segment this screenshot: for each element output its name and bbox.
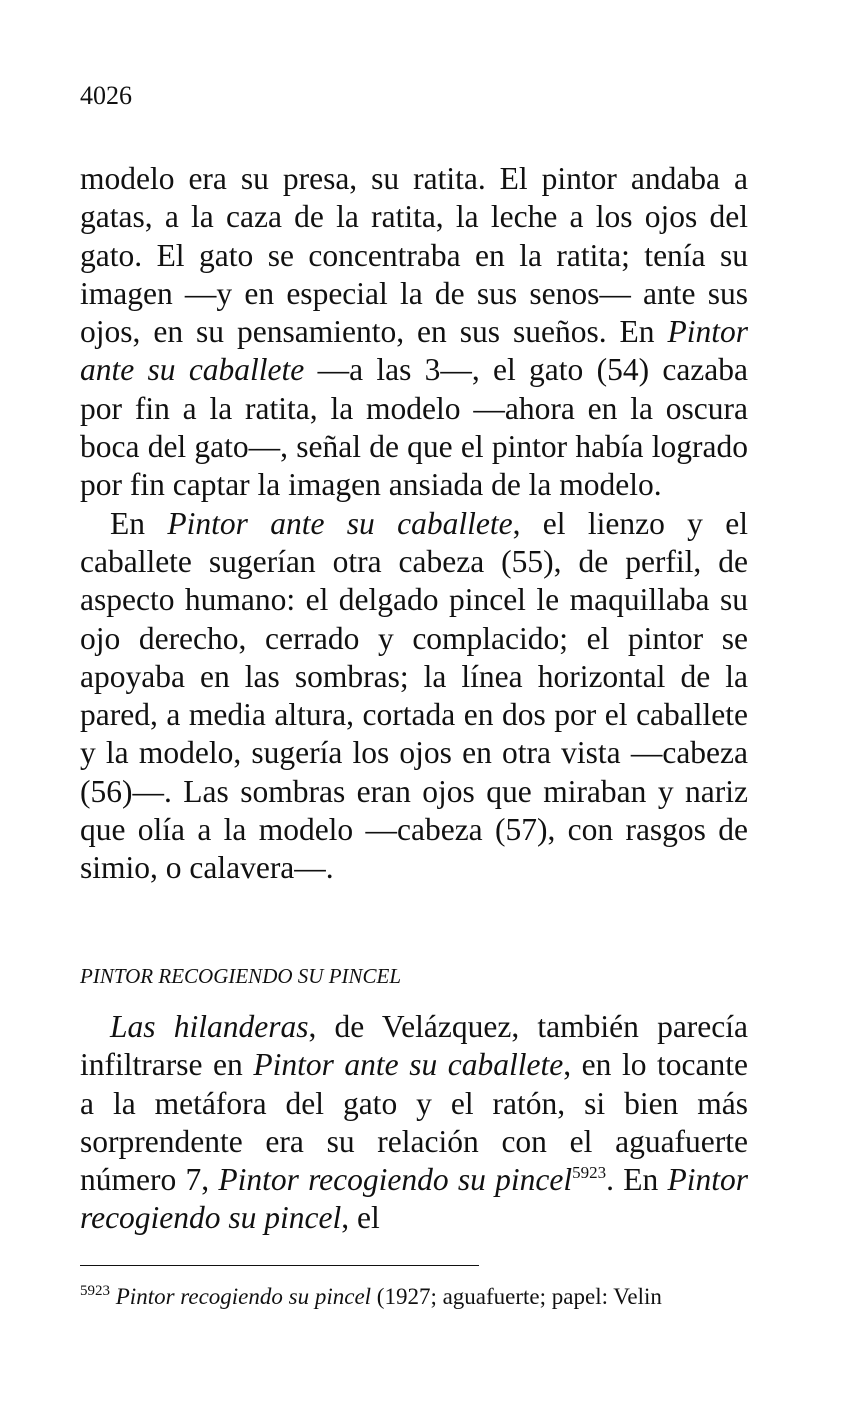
artwork-title: Las hilanderas — [110, 1009, 309, 1044]
artwork-title: Pintor ante su caballete — [80, 314, 748, 388]
footnote: $^{5923}$ Pintor recogiendo su pincel (1927; aguafuerte; papel: Velin — [80, 1283, 662, 1309]
main-text — [80, 160, 748, 888]
artwork-title: Pintor recogiendo su pincel — [80, 1162, 748, 1236]
footnote-number: 5923 — [80, 1283, 110, 1299]
artwork-title: Pintor ante su caballete — [253, 1047, 564, 1083]
section-text — [80, 1008, 748, 1238]
artwork-title: Pintor ante su caballete — [167, 505, 513, 541]
paragraph-1: modelo era su presa, su ratita. El pintor andaba a gatas, a la caza de la ratita, la leche a los ojos del gato. El gato se concentraba en la ratita; tenía su imagen —y en especial la de sus senos— ante sus ojos, en su pensamiento, en sus sueños. En Pintor ante su caballete —a las 3—, el gato (54) cazaba por fin a la ratita, la modelo —ahora en la oscura boca del gato—, señal de que el pintor había logrado por fin captar la imagen ansiada de la modelo. — [80, 161, 748, 503]
footnote-reference[interactable]: 5923 — [572, 1163, 607, 1183]
page-number: 4026 — [80, 81, 132, 110]
paragraph-3: Las hilanderas, de Velázquez, también parecía infiltrarse en Pintor ante su caballete, en lo tocante a la metáfora del gato y el ratón, si bien más sorprendente era su relación con el aguafuerte número 7, Pintor recogiendo su pincel$^{5923}$. En Pintor recogiendo su pincel, el — [80, 1009, 748, 1236]
artwork-title: Pintor recogiendo su pincel — [218, 1162, 573, 1198]
artwork-title: Pintor recogiendo su pincel — [115, 1284, 372, 1309]
section-heading: PINTOR RECOGIENDO SU PINCEL — [80, 964, 402, 988]
footnote-separator — [80, 1265, 479, 1266]
paragraph-2: En Pintor ante su caballete, el lienzo y el caballete sugerían otra cabeza (55), de perfil, de aspecto humano: el delgado pincel le maquillaba su ojo derecho, cerrado y complacido; el pintor se apoyaba en las sombras; la línea horizontal de la pared, a media altura, cortada en dos por el caballete y la modelo, sugería los ojos en otra vista —cabeza (56)—. Las sombras eran ojos que miraban y nariz que olía a la modelo —cabeza (57), con rasgos de simio, o calavera—. — [80, 505, 749, 886]
